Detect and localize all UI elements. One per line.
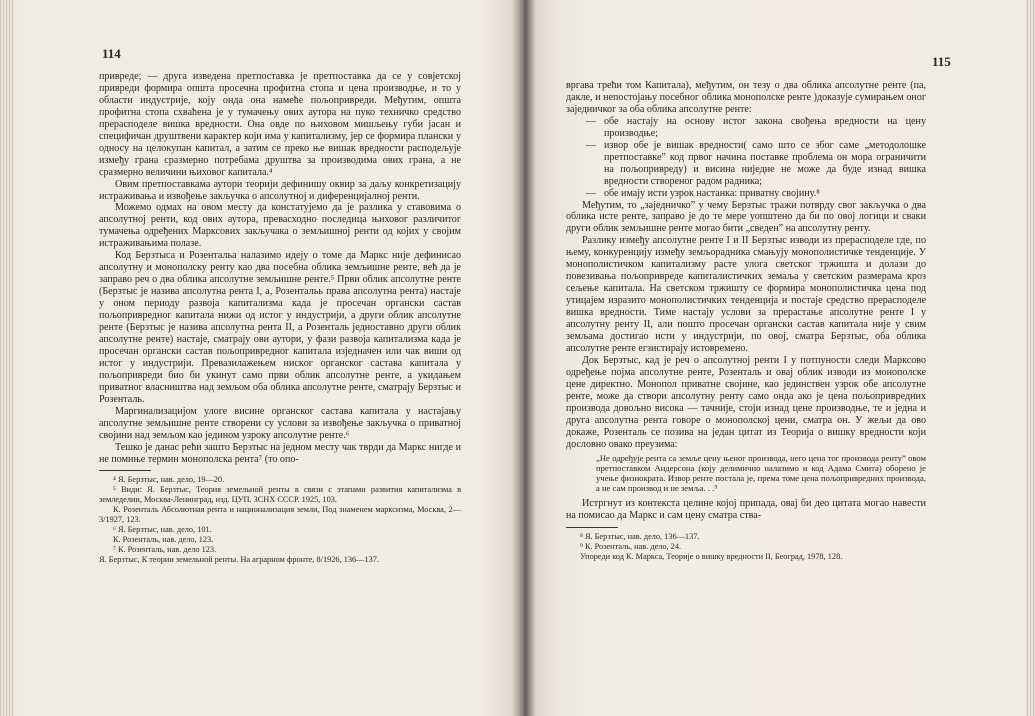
page-number-right: 115 [932, 54, 951, 69]
paragraph: Маргинализацијом улоге висине органског састава капитала у настајању апсолутне земљишне ренте створени су услови за извођење закључка о приватној својини над земљом као једином узроку апсолутне ренте.⁶ [99, 405, 461, 441]
footnote: ⁷ К. Розенталь, нав. дело 123. [113, 545, 217, 555]
paragraph: Док Берзтыс, кад је реч о апсолутној ренти I у потпуности следи Марксово одређење појма апсолутне ренте, Розенталь и овај облик изводи из монополске цене директно. Монопол приватне својине, као јединствен узрок обе апсолутне ренте, може да створи апсолутну ренту само онда ако је цена пољопривредних производа довољно висока — тачније, стоји изнад цене производње, те и једна и друга апсолутна рента говоре о монополској цени, сматра он. У жељи да ово докаже, Розенталь се позива на један цитат из Теорија о вишку вредности који дословно овако преузима: [566, 354, 926, 450]
paragraph: Међутим, то „заједничко” у чему Берзтыс тражи потврду свог закључка о два облика исте ренте, заправо је до те мере уопштено да би по овој логици и сваки други облик земљишне ренте могао бити „сведен” на апсолутну ренту. [566, 199, 926, 235]
footnote-divider [99, 470, 151, 471]
footnote: К. Розенталь Абсолютная рента и национализация земли, Под знаменем марксизма, Москва, 2—3/1927, 123. [99, 505, 461, 525]
footnote: ⁴ Я. Берзтыс, нав. дело, 19—20. [113, 475, 225, 485]
paragraph: Можемо одмах на овом месту да констатујемо да је разлика у ставовима о апсолутној ренти, код ових аутора, превасходно последица њиховог различитог тумачења одређених Марксових закључака о земљишној ренти од којих у својим истраживањима полазе. [99, 202, 461, 250]
right-text-column [566, 80, 926, 562]
footnotes [566, 532, 926, 562]
paragraph: Овим претпоставкама аутори теорији дефинишу оквир за даљу конкретизацију истраживања и извођење закључка о апсолутној и диференцијалној ренти. [99, 178, 461, 202]
paragraph: Истргнут из контекста целине којој припада, овај би део цитата могао навести на помисао да Маркс и сам цену сматра ства- [566, 497, 926, 521]
page-edge-decoration [0, 0, 14, 716]
footnote: ⁶ Я. Берзтыс, нав. дело, 101. [113, 525, 212, 535]
footnote: Упореди код К. Маркса, Теорије о вишку вредности II, Београд, 1978, 128. [580, 551, 843, 561]
paragraph: Код Берзтыса и Розентальа налазимо идеју о томе да Маркс није дефинисао апсолутну и монополску ренту као два посебна облика земљишне ренте, већ да је заправо реч о два облика апсолутне земљишне ренте.⁵ Први облик апсолутне ренте (Берзтыс је назива апсолутна рента I, а, Розентальь права апсолутна рента) настаје у оном периоду развоја капитализма када је просечан органски састав пољопривредног капитала нижи од истог у индустрији, а други облик апсолутне ренте (Берзтыс је назива апсолутна рента II, а Розенталь једноставно други облик апсолутне ренте) настаје, сматрају ови аутори, у фази развоја капитализма када је просечан органски састав пољопривредног капитала изједначен или чак виши од истог у индустрији. Превазилажењем нискoг органског састава капитала у пољопривреди био би укинут само први облик апсолутне ренте, а укидањем приватног власништва над земљом оба облика апсолутне ренте, сматрају Берзтыс и Розенталь. [99, 250, 461, 405]
footnote-divider [566, 527, 618, 528]
dash-list-item: — извор обе је вишак вредности( само што се због саме „методолошке претпоставке” код првог начина поставке проблема он мора ограничити на пољопривреду) и висина ниједне не може да буде изнад вишка вредности створеног радом радника; [586, 139, 926, 187]
dash-list-item: — обе настају на основу истог закона свођења вредности на цену производње; [586, 115, 926, 139]
paragraph: привреде; — друга изведена претпоставка је претпоставка да се у совјетској привреди формира општа просечна профитна стопа и цена производње, и то у области индустрије, коју онда она намеће пољопривреди. Међутим, општа профитна стопа схваћена је у тумачењу ових аутора на пуко техничко средство прерасподеле вишка вредности. Она овде по њиховом мишљењу губи јасан и специфичан друштвени карактер који има у капитализму, јер се формира плански у односу на целокупан капитал, а затим се преко ње вишак вредности расподељује између грана сразмерно потребама друштва за производима ових грана, а не сразмерно величини њиховог капитала.⁴ [99, 71, 461, 178]
page-edge-decoration [1025, 0, 1035, 716]
footnote: ⁸ Я. Берзтыс, нав. дело, 136—137. [580, 531, 700, 541]
dash-list-item: — обе имају исти узрок настанка: приватну својину.⁸ [586, 187, 820, 199]
footnotes [99, 475, 461, 565]
paragraph: вргава трећи том Капитала), међутим, он тезу о два облика апсолутне ренте (па, дакле, и непостојању посебног облика монополске ренте )доказује сумирањем оног заједничког за оба облика апсолутне ренте: [566, 80, 926, 115]
block-quote: „Не одређује рента са земље цену њеног производа, него цена тог производа ренту” овом претпоставком Андерсона (коју делимично налазимо и код Адама Смита) оборено је учење физиократа. Извор ренте постала је, према томе цена пољопривредних производа, а не сам производ и не земља. . .⁹ [596, 452, 926, 494]
footnote: К. Розенталь, нав. дело, 123. [113, 535, 214, 545]
right-page [520, 0, 1035, 716]
book-gutter [512, 0, 536, 716]
footnote: ⁹ К. Розенталь, нав. дело, 24. [580, 541, 682, 551]
footnote: ⁵ Види: Я. Берзтыс, Теория земельной ренты в связи с этапами развития капитализма в земледелии, Москва-Ленинград, изд. ЦУП. ЗСНХ СССР. 1925, 103. [99, 485, 461, 505]
footnote: Я. Берзтыс, К теории земельной ренты. На аграрном фронте, 8/1926, 136—137. [99, 555, 379, 565]
page-number-left: 114 [102, 46, 121, 61]
left-text-column [99, 71, 461, 565]
paragraph: Тешко је данас рећи зашто Берзтыс на једном месту чак тврди да Маркс нигде и не помиње термин монополска рента⁷ (то опо- [99, 441, 461, 465]
paragraph: Разлику између апсолутне ренте I и II Берзтыс изводи из прерасподеле где, по њему, конкуренцију између земљорадника смањују монополистичке тенденције. У монополистичком капитализму расте улога светског тржишта и долази до повезивања пољопривреде капиталистичких земаља у светским размерама кроз сељење капитала. На светском тржишту се формира монополистичка цена под утицајем изразито монополистичких тенденција и постаје средство прерасподеле вишка вредности. Тиме настају услови за прерастање апсолутне ренте I у апсолутну ренту II, али пошто просечан органски састав капитала није у свим земљама достигао исти у индустрији, по овој, сматра Берзтыс, оба облика апсолутне ренте егзистирају истовремено. [566, 235, 926, 354]
